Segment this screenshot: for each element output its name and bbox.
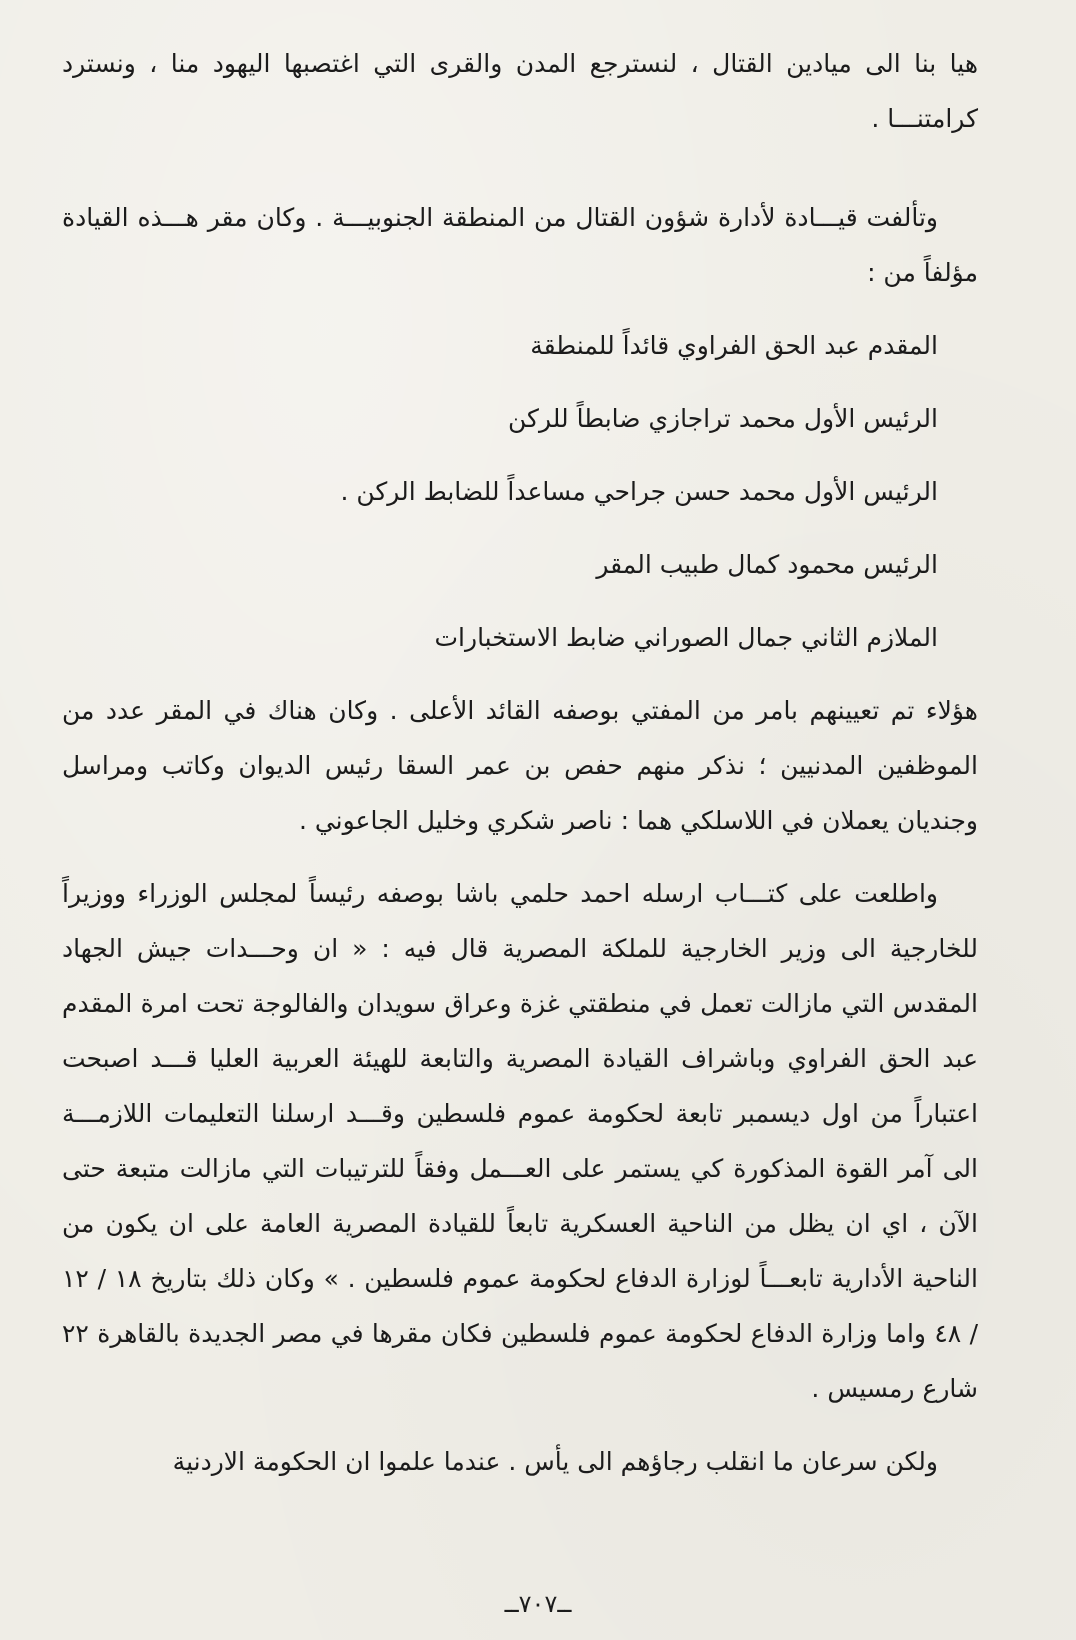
paragraph-call-to-battle: هيا بنا الى ميادين القتال ، لنسترجع المدن والقرى التي اغتصبها اليهود منا ، ونسترد كرامتنـــا . [62, 49, 978, 133]
list-item: الرئيس الأول محمد حسن جراحي مساعداً للضابط الركن . [340, 477, 938, 506]
list-item: المقدم عبد الحق الفراوي قائداً للمنطقة [530, 331, 938, 360]
paragraph-spacer [62, 848, 978, 866]
command-members-list [62, 318, 978, 665]
page-body [62, 36, 978, 1489]
list-item: الملازم الثاني جمال الصوراني ضابط الاستخبارات [434, 623, 938, 652]
paragraph-despair: ولكن سرعان ما انقلب رجاؤهم الى يأس . عندما علموا ان الحكومة الاردنية [172, 1447, 938, 1476]
paragraph-spacer [62, 146, 978, 190]
paragraph-spacer [62, 1416, 978, 1434]
paragraph-letter: واطلعت على كتـــاب ارسله احمد حلمي باشا بوصفه رئيساً لمجلس الوزراء ووزيراً للخارجية الى وزير الخارجية للملكة المصرية قال فيه : « ان وحـــدات جيش الجهاد المقدس التي مازالت تعمل في منطقتي غزة وعراق سويدان والفالوجة تحت امرة المقدم عبد الحق الفراوي وباشراف القيادة المصرية والتابعة للهيئة العربية العليا قـــد اصبحت اعتباراً من اول ديسمبر تابعة لحكومة عموم فلسطين وقـــد ارسلنا التعليمات اللازمـــة الى آمر القوة المذكورة كي يستمر على العـــمل وفقاً للترتيبات التي مازالت متبعة حتى الآن ، اي ان يظل من الناحية العسكرية تابعاً للقيادة المصرية العامة على ان يكون من الناحية الأدارية تابعـــاً لوزارة الدفاع لحكومة عموم فلسطين . » وكان ذلك بتاريخ ١٨ / ١٢ / ٤٨ واما وزارة الدفاع لحكومة عموم فلسطين فكان مقرها في مصر الجديدة بالقاهرة ٢٢ شارع رمسيس . [62, 879, 978, 1403]
paragraph-spacer [62, 300, 978, 318]
list-item: الرئيس الأول محمد تراجازي ضابطاً للركن [508, 404, 938, 433]
paragraph-command-formation: وتألفت قيـــادة لأدارة شؤون القتال من المنطقة الجنوبيـــة . وكان مقر هـــذه القيادة مؤلفاً من : [62, 203, 978, 287]
page-number: ــ٧٠٧ــ [504, 1590, 572, 1618]
paragraph-spacer [62, 665, 978, 683]
paragraph-appointments: هؤلاء تم تعيينهم بامر من المفتي بوصفه القائد الأعلى . وكان هناك في المقر عدد من الموظفين المدنيين ؛ نذكر منهم حفص بن عمر السقا رئيس الديوان وكاتب ومراسل وجنديان يعملان في اللاسلكي هما : ناصر شكري وخليل الجاعوني . [62, 696, 978, 835]
list-item: الرئيس محمود كمال طبيب المقر [596, 550, 938, 579]
